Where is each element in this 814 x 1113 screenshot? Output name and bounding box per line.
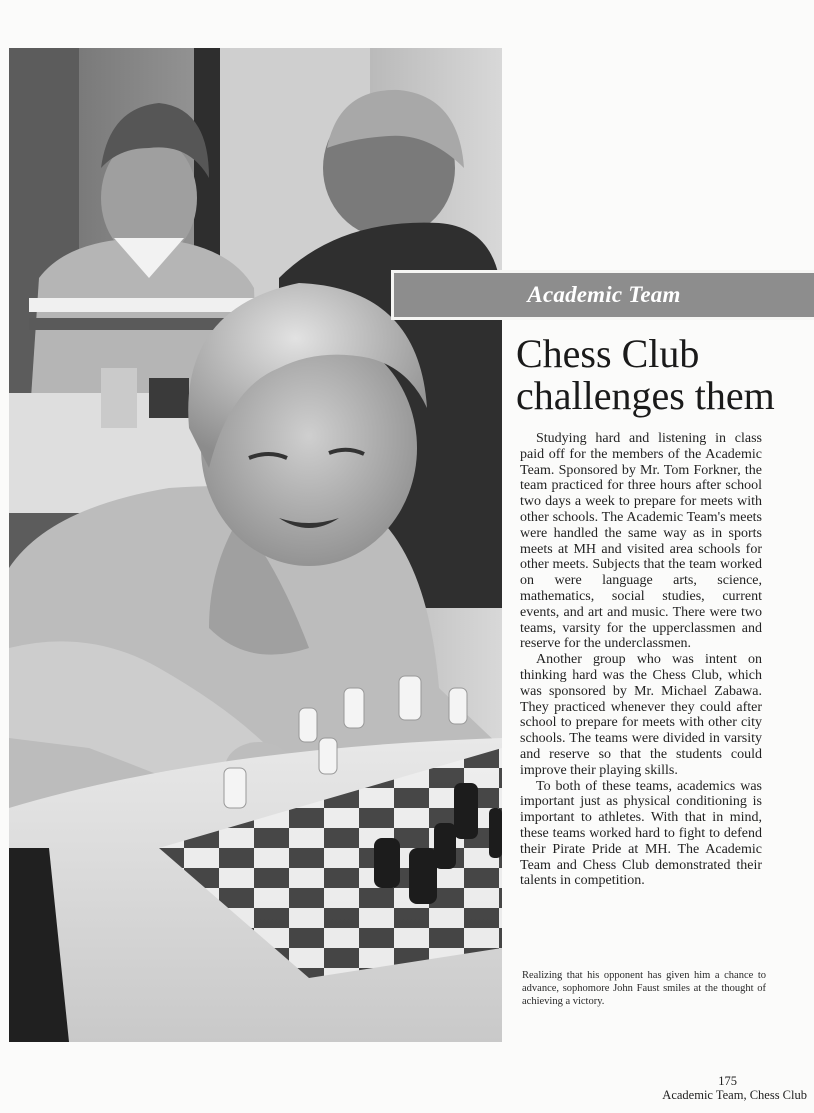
headline-line-2: challenges them bbox=[516, 373, 775, 418]
photo-caption: Realizing that his opponent has given him a chance to advance, sophomore John Faust smiles at the thought of achieving a victory. bbox=[522, 970, 766, 1007]
page-number: 175 bbox=[718, 1074, 737, 1088]
section-banner-label: Academic Team bbox=[527, 282, 681, 307]
folio-section-name: Academic Team, Chess Club bbox=[662, 1088, 807, 1102]
headline-line-1: Chess Club bbox=[516, 331, 700, 376]
chess-photo bbox=[9, 48, 502, 1042]
article-body bbox=[520, 431, 762, 889]
page-folio bbox=[567, 1074, 807, 1102]
article-paragraph-3: To both of these teams, academics was important just as physical conditioning is important to athletes. With that in mind, these teams worked hard to fight to defend their Pirate Pride at MH. The Academic Team and Chess Club demonstrated their talents in competition. bbox=[520, 778, 762, 889]
article-paragraph-2: Another group who was intent on thinking hard was the Chess Club, which was sponsored by Mr. Michael Zabawa. They practiced whenever they could after school to prepare for meets with other city schools. The teams were divided in varsity and reserve so that the students could improve their playing skills. bbox=[520, 652, 762, 778]
article-paragraph-1: Studying hard and listening in class paid off for the members of the Academic Team. Sponsored by Mr. Tom Forkner, the team practiced for three hours after school two days a week to prepare for meets with other schools. The Academic Team's meets were handled the same way as in sports meets at MH and visited area schools for other meets. Subjects that the team worked on were language arts, science, mathematics, social studies, current events, and art and music. There were two teams, varsity for the upperclassmen and reserve for the underclassmen. bbox=[520, 431, 762, 652]
headline bbox=[516, 333, 806, 417]
section-banner bbox=[391, 270, 814, 320]
